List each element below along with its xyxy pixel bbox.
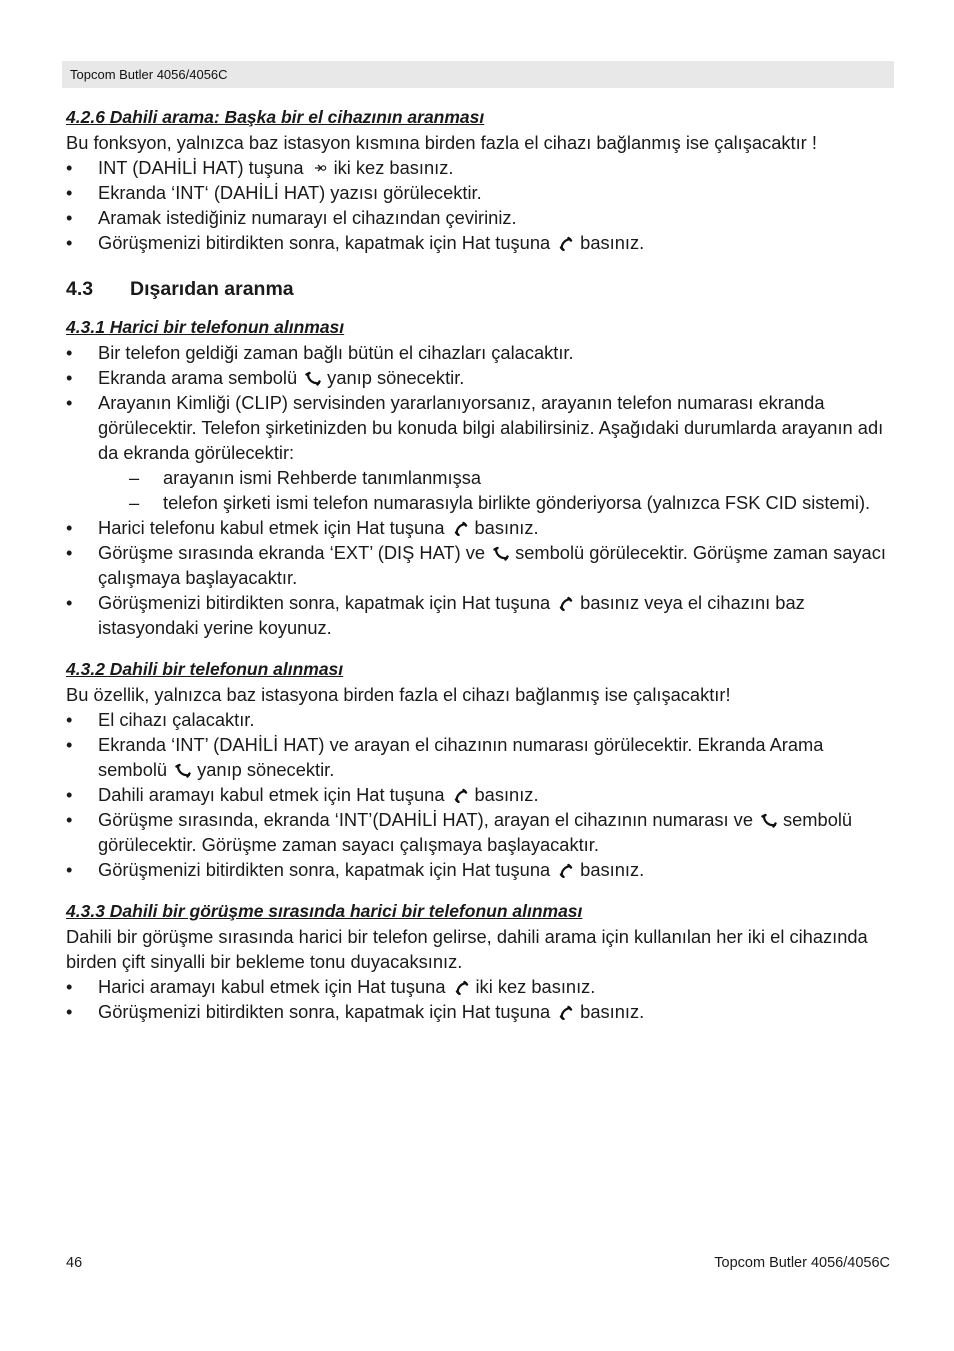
bullet: • bbox=[66, 734, 73, 755]
list-item bbox=[66, 230, 896, 255]
section-4-3-2-intro: Bu özellik, yalnızca baz istasyona birden fazla el cihazı bağlanmış ise çalışacaktır! bbox=[66, 684, 731, 705]
section-4-3-2-heading: 4.3.2 Dahili bir telefonun alınması bbox=[66, 659, 344, 679]
list-text: Aramak istediğiniz numarayı el cihazından çeviriniz. bbox=[98, 207, 517, 228]
bullet: • bbox=[66, 207, 73, 228]
list-text: Ekranda ‘INT‘ (DAHİLİ HAT) yazısı görülecektir. bbox=[98, 182, 482, 203]
dash: – bbox=[129, 492, 140, 513]
section-4-3-1-heading: 4.3.1 Harici bir telefonun alınması bbox=[66, 317, 345, 337]
bullet: • bbox=[66, 157, 73, 178]
header-title: Topcom Butler 4056/4056C bbox=[70, 67, 228, 82]
list-text: sembolü görülecektir. Görüşme zaman sayacı çalışmaya başlayacaktır. bbox=[98, 809, 853, 855]
list-item bbox=[66, 515, 896, 540]
list-item bbox=[66, 857, 896, 882]
list-text: basınız. bbox=[474, 784, 539, 805]
section-4-3-heading bbox=[66, 277, 896, 302]
bullet: • bbox=[66, 342, 73, 363]
list-text: yanıp sönecektir. bbox=[327, 367, 465, 388]
list-text: INT (DAHİLİ HAT) tuşuna bbox=[98, 157, 304, 178]
list-text: yanıp sönecektir. bbox=[197, 759, 335, 780]
page-header bbox=[62, 61, 894, 88]
list-text: El cihazı çalacaktır. bbox=[98, 709, 255, 730]
list-item bbox=[66, 999, 896, 1024]
line-key-icon bbox=[453, 787, 469, 803]
call-symbol-icon bbox=[493, 545, 509, 561]
call-symbol-icon bbox=[761, 812, 777, 828]
list-text: Bir telefon geldiği zaman bağlı bütün el cihazları çalacaktır. bbox=[98, 342, 574, 363]
page-number: 46 bbox=[66, 1255, 83, 1271]
document-body bbox=[66, 105, 896, 1024]
footer-title: Topcom Butler 4056/4056C bbox=[714, 1255, 890, 1271]
list-text: Dahili aramayı kabul etmek için Hat tuşuna bbox=[98, 784, 445, 805]
list-item bbox=[66, 732, 896, 782]
int-key-icon bbox=[312, 160, 328, 176]
call-symbol-icon bbox=[305, 370, 321, 386]
line-key-icon bbox=[453, 520, 469, 536]
dash: – bbox=[129, 467, 140, 488]
list-item bbox=[66, 390, 896, 465]
section-4-2-6-heading: 4.2.6 Dahili arama: Başka bir el cihazının aranması bbox=[66, 107, 485, 127]
list-text: Görüşmenizi bitirdikten sonra, kapatmak için Hat tuşuna bbox=[98, 592, 551, 613]
list-text: sembolü görülecektir. Görüşme zaman sayacı çalışmaya başlayacaktır. bbox=[98, 542, 886, 588]
list-text: Görüşme sırasında, ekranda ‘INT’(DAHİLİ HAT), arayan el cihazının numarası ve bbox=[98, 809, 753, 830]
sub-list-item bbox=[66, 465, 896, 490]
bullet: • bbox=[66, 976, 73, 997]
section-number: 4.3 bbox=[66, 278, 94, 300]
bullet: • bbox=[66, 784, 73, 805]
list-item bbox=[66, 974, 896, 999]
list-text: basınız. bbox=[580, 232, 645, 253]
bullet: • bbox=[66, 232, 73, 253]
bullet: • bbox=[66, 592, 73, 613]
bullet: • bbox=[66, 517, 73, 538]
bullet: • bbox=[66, 859, 73, 880]
list-item bbox=[66, 707, 896, 732]
list-text: Ekranda arama sembolü bbox=[98, 367, 298, 388]
line-key-icon bbox=[558, 1004, 574, 1020]
list-text: basınız. bbox=[580, 859, 645, 880]
bullet: • bbox=[66, 709, 73, 730]
call-symbol-icon bbox=[175, 762, 191, 778]
list-text: Ekranda ‘INT’ (DAHİLİ HAT) ve arayan el cihazının numarası görülecektir. Ekranda Arama sembolü bbox=[98, 734, 824, 780]
list-item bbox=[66, 205, 896, 230]
bullet: • bbox=[66, 392, 73, 413]
bullet: • bbox=[66, 809, 73, 830]
section-4-3-3-heading: 4.3.3 Dahili bir görüşme sırasında harici bir telefonun alınması bbox=[66, 901, 583, 921]
bullet: • bbox=[66, 182, 73, 203]
list-text: Harici aramayı kabul etmek için Hat tuşuna bbox=[98, 976, 446, 997]
line-key-icon bbox=[558, 235, 574, 251]
list-item bbox=[66, 590, 896, 640]
list-item bbox=[66, 782, 896, 807]
sub-list-item bbox=[66, 490, 896, 515]
section-4-3-3-intro: Dahili bir görüşme sırasında harici bir telefon gelirse, dahili arama için kullanılan her iki el cihazında birden çift sinyalli bir bekleme tonu duyacaksınız. bbox=[66, 926, 868, 972]
list-text: basınız. bbox=[580, 1001, 645, 1022]
list-text: basınız veya el cihazını baz istasyondaki yerine koyunuz. bbox=[98, 592, 805, 638]
list-text: Görüşme sırasında ekranda ‘EXT’ (DIŞ HAT) ve bbox=[98, 542, 486, 563]
list-item bbox=[66, 340, 896, 365]
list-text: Arayanın Kimliği (CLIP) servisinden yararlanıyorsanız, arayanın telefon numarası ekranda görülecektir. Telefon şirketinizden bu konuda bilgi alabilirsiniz. Aşağıdaki durumlarda arayanın adı da ekranda görülecektir: bbox=[98, 392, 884, 463]
list-item bbox=[66, 807, 896, 857]
bullet: • bbox=[66, 1001, 73, 1022]
list-text: Görüşmenizi bitirdikten sonra, kapatmak için Hat tuşuna bbox=[98, 232, 551, 253]
list-item bbox=[66, 365, 896, 390]
section-title: Dışarıdan aranma bbox=[130, 278, 294, 300]
line-key-icon bbox=[454, 979, 470, 995]
list-text: Harici telefonu kabul etmek için Hat tuşuna bbox=[98, 517, 445, 538]
list-text: iki kez basınız. bbox=[333, 157, 454, 178]
line-key-icon bbox=[558, 595, 574, 611]
list-item bbox=[66, 180, 896, 205]
bullet: • bbox=[66, 542, 73, 563]
list-text: basınız. bbox=[474, 517, 539, 538]
line-key-icon bbox=[558, 862, 574, 878]
list-text: Görüşmenizi bitirdikten sonra, kapatmak için Hat tuşuna bbox=[98, 859, 551, 880]
list-text: Görüşmenizi bitirdikten sonra, kapatmak için Hat tuşuna bbox=[98, 1001, 551, 1022]
list-text: arayanın ismi Rehberde tanımlanmışsa bbox=[163, 467, 482, 488]
list-text: iki kez basınız. bbox=[475, 976, 596, 997]
list-item bbox=[66, 155, 896, 180]
list-item bbox=[66, 540, 896, 590]
list-text: telefon şirketi ismi telefon numarasıyla birlikte gönderiyorsa (yalnızca FSK CID sistemi). bbox=[163, 492, 871, 513]
section-4-2-6-intro: Bu fonksyon, yalnızca baz istasyon kısmına birden fazla el cihazı bağlanmış ise çalışacaktır ! bbox=[66, 132, 817, 153]
bullet: • bbox=[66, 367, 73, 388]
